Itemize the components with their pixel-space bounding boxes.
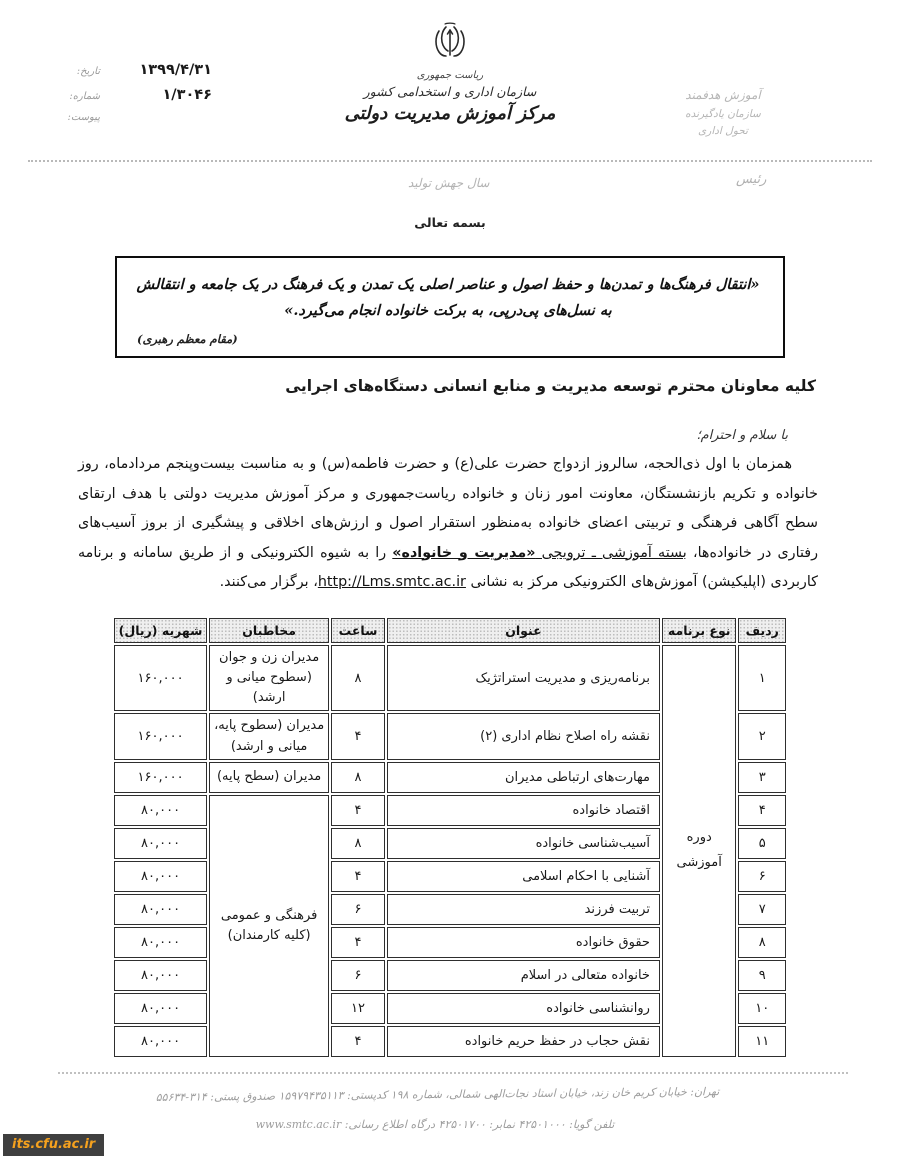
date-label: تاریخ: [76, 66, 100, 77]
table-row [114, 645, 786, 711]
row-no: ۳ [738, 762, 786, 793]
shared-audience-cell: فرهنگی و عمومی (کلیه کارمندان) [209, 795, 329, 1057]
course-hours: ۴ [331, 861, 385, 892]
course-fee: ۱۶۰,۰۰۰ [114, 762, 207, 793]
course-audience: مدیران زن و جوان (سطوح میانی و ارشد) [209, 645, 329, 711]
program-type-cell: دوره آموزشی [662, 645, 736, 1057]
row-no: ۱ [738, 645, 786, 711]
course-audience: مدیران (سطوح پایه، میانی و ارشد) [209, 713, 329, 759]
letter-number: ۱/۳۰۴۶ [162, 87, 212, 103]
course-title: روانشناسی خانواده [387, 993, 660, 1024]
leader-quote-text: «انتقال فرهنگ‌ها و تمدن‌ها و حفظ اصول و عناصر اصلی یک تمدن و یک فرهنگ در یک جامعه و انتقالش به نسل‌های پی‌درپی، به برکت خانواده انجام می‌گیرد.» [136, 276, 760, 320]
row-no: ۵ [738, 828, 786, 859]
header-row-no: ردیف [738, 618, 786, 643]
course-title: نقش حجاب در حفظ حریم خانواده [387, 1026, 660, 1057]
row-no: ۹ [738, 960, 786, 991]
course-title: مهارت‌های ارتباطی مدیران [387, 762, 660, 793]
org-line-smtc: مرکز آموزش مدیریت دولتی [344, 103, 556, 124]
course-hours: ۶ [331, 894, 385, 925]
course-hours: ۴ [331, 1026, 385, 1057]
row-no: ۴ [738, 795, 786, 826]
row-no: ۶ [738, 861, 786, 892]
body-text-before: همزمان با اول ذی‌الحجه، سالروز ازدواج حضرت علی(ع) و حضرت فاطمه(س) و به مناسبت بیست‌وپنجم مردادماه، روز خانواده و تکریم بازنشستگان، معاونت امور زنان و خانواده ریاست‌جمهوری و مرکز آموزش مدیریت دولتی با هدف ارتقای سطح آگاهی فرهنگی و تربیتی اعضای خانواده به‌منظور استقرار اصول و ارزش‌های اخلاقی و پیشگیری از بروز آسیب‌های رفتاری در خانواده‌ها، [78, 456, 818, 561]
course-hours: ۶ [331, 960, 385, 991]
attachment-label: پیوست: [67, 112, 100, 123]
course-title: حقوق خانواده [387, 927, 660, 958]
row-no: ۷ [738, 894, 786, 925]
letter-body [78, 450, 818, 598]
lms-link[interactable]: http://Lms.smtc.ac.ir [317, 574, 466, 590]
letter-meta [52, 62, 212, 132]
course-fee: ۸۰,۰۰۰ [114, 795, 207, 826]
slogan-learning-organization: سازمان یادگیرنده [685, 107, 761, 120]
header-audience: مخاطبان [209, 618, 329, 643]
iran-emblem-icon [433, 22, 467, 68]
course-hours: ۴ [331, 927, 385, 958]
course-fee: ۸۰,۰۰۰ [114, 993, 207, 1024]
course-fee: ۸۰,۰۰۰ [114, 828, 207, 859]
row-no: ۱۱ [738, 1026, 786, 1057]
salutation: با سلام و احترام؛ [696, 428, 788, 443]
course-title: آسیب‌شناسی خانواده [387, 828, 660, 859]
footer-phone: تلفن گویا: ۴۲۵۰۱۰۰۰ نمابر: ۴۲۵۰۱۷۰۰ درگاه اطلاع رسانی: [341, 1118, 615, 1131]
header-slogans [648, 86, 798, 140]
course-title: خانواده متعالی در اسلام [387, 960, 660, 991]
footer-contact [200, 1118, 670, 1131]
course-fee: ۸۰,۰۰۰ [114, 927, 207, 958]
course-title: تربیت فرزند [387, 894, 660, 925]
body-text-after: ، برگزار می‌کنند. [219, 574, 318, 590]
besmele: بسمه تعالی [414, 215, 486, 230]
org-line-presidency: ریاست جمهوری [416, 70, 484, 81]
body-text-middle: را به شیوه الکترونیکی و از طریق سامانه و برنامه کاربردی (اپلیکیشن) آموزش‌های الکترونیکی مرکز به نشانی [78, 544, 818, 590]
table-header-row [114, 618, 786, 643]
course-fee: ۸۰,۰۰۰ [114, 894, 207, 925]
course-fee: ۸۰,۰۰۰ [114, 861, 207, 892]
row-no: ۱۰ [738, 993, 786, 1024]
row-no: ۲ [738, 713, 786, 759]
course-audience: مدیران (سطح پایه) [209, 762, 329, 793]
course-hours: ۸ [331, 828, 385, 859]
course-hours: ۸ [331, 762, 385, 793]
courses-table [112, 616, 788, 1059]
org-line-administrative-org: سازمان اداری و استخدامی کشور [363, 84, 537, 99]
signature-script: رئیس [736, 172, 767, 187]
course-title: نقشه راه اصلاح نظام اداری (۲) [387, 713, 660, 759]
package-name: «مدیریت و خانواده» [392, 544, 536, 561]
header-fee: شهریه (ریال) [114, 618, 207, 643]
footer-website-link[interactable]: www.smtc.ac.ir [255, 1118, 342, 1131]
course-title: برنامه‌ریزی و مدیریت استراتژیک [387, 645, 660, 711]
footer-divider [58, 1072, 848, 1074]
header-divider [28, 160, 872, 162]
course-fee: ۱۶۰,۰۰۰ [114, 645, 207, 711]
course-hours: ۴ [331, 795, 385, 826]
header-program-type: نوع برنامه [662, 618, 736, 643]
year-slogan: سال جهش تولید [408, 176, 490, 190]
course-hours: ۸ [331, 645, 385, 711]
course-hours: ۱۲ [331, 993, 385, 1024]
row-no: ۸ [738, 927, 786, 958]
leader-quote-box [115, 256, 785, 358]
leader-quote-attribution: (مقام معظم رهبری) [137, 332, 238, 346]
org-header [290, 22, 610, 124]
letter-date: ۱۳۹۹/۴/۳۱ [139, 62, 212, 78]
course-fee: ۸۰,۰۰۰ [114, 960, 207, 991]
watermark-badge: its.cfu.ac.ir [3, 1134, 104, 1156]
package-lead-text: بسته آموزشی ـ ترویجی [535, 544, 687, 561]
header-hours: ساعت [331, 618, 385, 643]
footer-address: تهران: خیابان کریم خان زند، خیابان استاد نجات‌الهی شمالی، شماره ۱۹۸ کدپستی: ۱۵۹۷۹۴۳۵۱۱۳ صندوق پستی: ۳۱۴-۵۵۶۳۴ [155, 1085, 720, 1104]
course-title: اقتصاد خانواده [387, 795, 660, 826]
course-title: آشنایی با احکام اسلامی [387, 861, 660, 892]
header-title: عنوان [387, 618, 660, 643]
course-fee: ۱۶۰,۰۰۰ [114, 713, 207, 759]
addressee-heading: کلیه معاونان محترم توسعه مدیریت و منابع انسانی دستگاه‌های اجرایی [285, 377, 816, 395]
slogan-purposeful-training: آموزش هدفمند [685, 88, 761, 102]
number-label: شماره: [69, 91, 100, 102]
course-hours: ۴ [331, 713, 385, 759]
slogan-administrative-transformation: تحول اداری [698, 125, 748, 138]
course-fee: ۸۰,۰۰۰ [114, 1026, 207, 1057]
